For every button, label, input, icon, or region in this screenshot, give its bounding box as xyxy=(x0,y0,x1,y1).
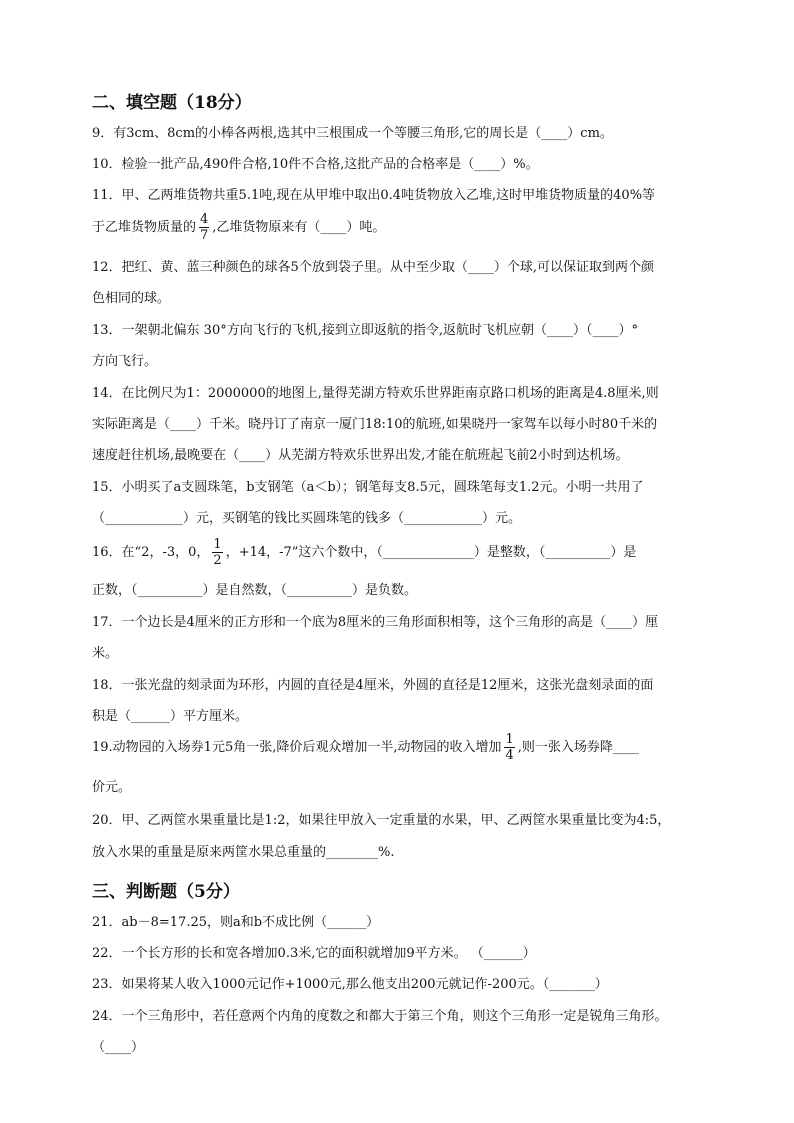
fraction-1-4 xyxy=(504,732,514,763)
question-14-line-1: 14．在比例尺为1：2000000的地图上,量得芜湖方特欢乐世界距南京路口机场的距离是4.8厘米,则 xyxy=(92,386,659,401)
question-24-line-2: （____） xyxy=(92,1040,145,1055)
question-20-line-1: 20．甲、乙两筐水果重量比是1:2，如果往甲放入一定重量的水果，甲、乙两筐水果重量比变为4:5， xyxy=(92,813,671,828)
question-13-line-1: 13．一架朝北偏东 30°方向飞行的飞机,接到立即返航的指令,返航时飞机应朝（____）（____）° xyxy=(92,323,638,338)
fraction-1-2 xyxy=(212,537,222,568)
question-11-line-1: 11．甲、乙两堆货物共重5.1吨,现在从甲堆中取出0.4吨货物放入乙堆,这时甲堆货物质量的40%等 xyxy=(92,188,656,203)
question-11-text-a: 于乙堆货物质量的 xyxy=(92,220,197,235)
question-19-line-2: 价元。 xyxy=(92,780,132,795)
question-14-line-3: 速度赶往机场,最晚要在（____）从芜湖方特欢乐世界出发,才能在航班起飞前2小时到达机场。 xyxy=(92,448,629,463)
fraction-numerator: 1 xyxy=(213,537,222,552)
fraction-denominator: 4 xyxy=(505,748,514,763)
question-13-line-2: 方向飞行。 xyxy=(92,354,158,369)
question-17-line-2: 米。 xyxy=(92,646,119,661)
question-11-text-b: ,乙堆货物原来有（____）吨。 xyxy=(212,220,386,235)
question-19-text-a: 19.动物园的入场券1元5角一张,降价后观众增加一半,动物园的收入增加 xyxy=(92,740,502,755)
question-18-line-2: 积是（______）平方厘米。 xyxy=(92,709,249,724)
question-18-line-1: 18．一张光盘的刻录面为环形，内圆的直径是4厘米，外圆的直径是12厘米，这张光盘刻录面的面 xyxy=(92,678,654,693)
question-11-line-2 xyxy=(92,212,385,243)
question-20-line-2: 放入水果的重量是原来两筐水果总重量的________%. xyxy=(92,845,395,860)
question-15-line-2: （____________）元，买钢笔的钱比买圆珠笔的钱多（____________）元。 xyxy=(92,511,522,526)
fraction-4-7 xyxy=(199,212,209,243)
section-2-title: 二、填空题（18分） xyxy=(92,93,252,113)
section-3-title: 三、判断题（5分） xyxy=(92,882,240,902)
question-19-line-1 xyxy=(92,732,639,763)
fraction-numerator: 4 xyxy=(200,212,209,227)
question-24-line-1: 24．一个三角形中，若任意两个内角的度数之和都大于第三个角，则这个三角形一定是锐角三角形。 xyxy=(92,1009,668,1024)
question-12-line-1: 12．把红、黄、蓝三种颜色的球各5个放到袋子里。从中至少取（____）个球,可以保证取到两个颜 xyxy=(92,260,654,275)
question-21: 21．ab－8=17.25，则a和b不成比例（______） xyxy=(92,915,380,930)
question-16-text-a: 16．在“2，-3，0， xyxy=(92,545,210,560)
question-9: 9．有3cm、8cm的小棒各两根,选其中三根围成一个等腰三角形,它的周长是（____）cm。 xyxy=(92,126,613,141)
question-10: 10．检验一批产品,490件合格,10件不合格,这批产品的合格率是（____）%。 xyxy=(92,157,539,172)
question-16-text-b: ，+14，-7”这六个数中，（______________）是整数，（__________）是 xyxy=(225,545,637,560)
question-22: 22．一个长方形的长和宽各增加0.3米,它的面积就增加9平方米。 （______） xyxy=(92,946,536,961)
fraction-denominator: 7 xyxy=(200,228,209,243)
question-23: 23．如果将某人收入1000元记作+1000元,那么他支出200元就记作-200元。（_______） xyxy=(92,977,608,992)
fraction-denominator: 2 xyxy=(213,553,222,568)
question-17-line-1: 17．一个边长是4厘米的正方形和一个底为8厘米的三角形面积相等，这个三角形的高是（____）厘 xyxy=(92,615,659,630)
question-16-line-2: 正数，（__________）是自然数，（__________）是负数。 xyxy=(92,583,418,598)
question-12-line-2: 色相同的球。 xyxy=(92,291,171,306)
fraction-numerator: 1 xyxy=(505,732,514,747)
question-15-line-1: 15．小明买了a支圆珠笔，b支钢笔（a＜b）；钢笔每支8.5元，圆珠笔每支1.2元。小明一共用了 xyxy=(92,480,644,495)
question-14-line-2: 实际距离是（____）千米。晓丹订了南京一厦门18:10的航班,如果晓丹一家驾车以每小时80千米的 xyxy=(92,417,658,432)
question-19-text-b: ,则一张入场券降____ xyxy=(517,740,639,755)
question-16-line-1 xyxy=(92,537,636,568)
